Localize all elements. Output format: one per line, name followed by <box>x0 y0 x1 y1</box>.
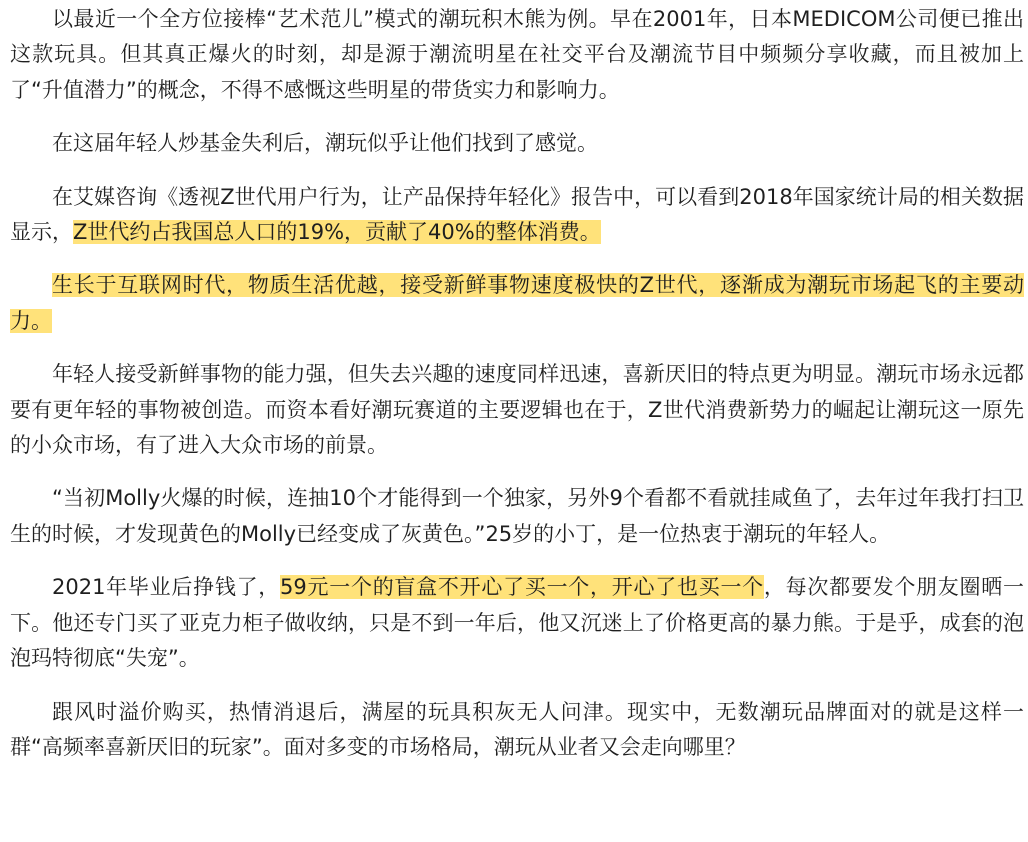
text-segment: 在艾媒咨询《透视Z世代用户行为，让产品保持年轻化》报告中，可以看到2018年国家统计局的相关数据显示， <box>10 184 1024 245</box>
text-segment: “当初Molly火爆的时候，连抽10个才能得到一个独家，另外9个看都不看就挂咸鱼了，去年过年我打扫卫生的时候，才发现黄色的Molly已经变成了灰黄色。”25岁的小丁，是一位热衷于潮玩的年轻人。 <box>10 486 1024 546</box>
paragraph-4 <box>10 268 1024 339</box>
text-segment: 以最近一个全方位接棒“艺术范儿”模式的潮玩积木熊为例。早在2001年，日本MEDICOM公司便已推出这款玩具。但其真正爆火的时刻，却是源于潮流明星在社交平台及潮流节目中频频分享收藏，而且被加上了“升值潜力”的概念，不得不感慨这些明星的带货实力和影响力。 <box>10 7 1024 102</box>
paragraph-3 <box>10 180 1024 251</box>
paragraph-2 <box>10 126 1024 161</box>
paragraph-5 <box>10 357 1024 463</box>
text-segment: 2021年毕业后挣钱了， <box>52 575 281 600</box>
highlighted-text: 生长于互联网时代，物质生活优越，接受新鲜事物速度极快的Z世代，逐渐成为潮玩市场起飞的主要动力。 <box>10 273 1024 333</box>
highlighted-text: 59元一个的盲盒不开心了买一个，开心了也买一个 <box>280 575 764 600</box>
paragraph-1 <box>10 2 1024 108</box>
paragraph-8 <box>10 695 1024 766</box>
paragraph-7 <box>10 570 1024 676</box>
text-segment: ，每次都要发个朋友圈晒一下。他还专门买了亚克力柜子做收纳，只是不到一年后，他又沉迷上了价格更高的暴力熊。于是乎，成套的泡泡玛特彻底“失宠”。 <box>10 575 1024 671</box>
text-segment: 在这届年轻人炒基金失利后，潮玩似乎让他们找到了感觉。 <box>52 131 598 156</box>
text-segment: 跟风时溢价购买，热情消退后，满屋的玩具积灰无人问津。现实中，无数潮玩品牌面对的就是这样一群“高频率喜新厌旧的玩家”。面对多变的市场格局，潮玩从业者又会走向哪里？ <box>10 699 1024 759</box>
paragraph-6 <box>10 481 1024 552</box>
text-segment: 年轻人接受新鲜事物的能力强，但失去兴趣的速度同样迅速，喜新厌旧的特点更为明显。潮玩市场永远都要有更年轻的事物被创造。而资本看好潮玩赛道的主要逻辑也在于，Z世代消费新势力的崛起让潮玩这一原先的小众市场，有了进入大众市场的前景。 <box>10 362 1024 458</box>
article-body <box>10 2 1024 783</box>
highlighted-text: Z世代约占我国总人口的19%，贡献了40%的整体消费。 <box>73 220 601 245</box>
